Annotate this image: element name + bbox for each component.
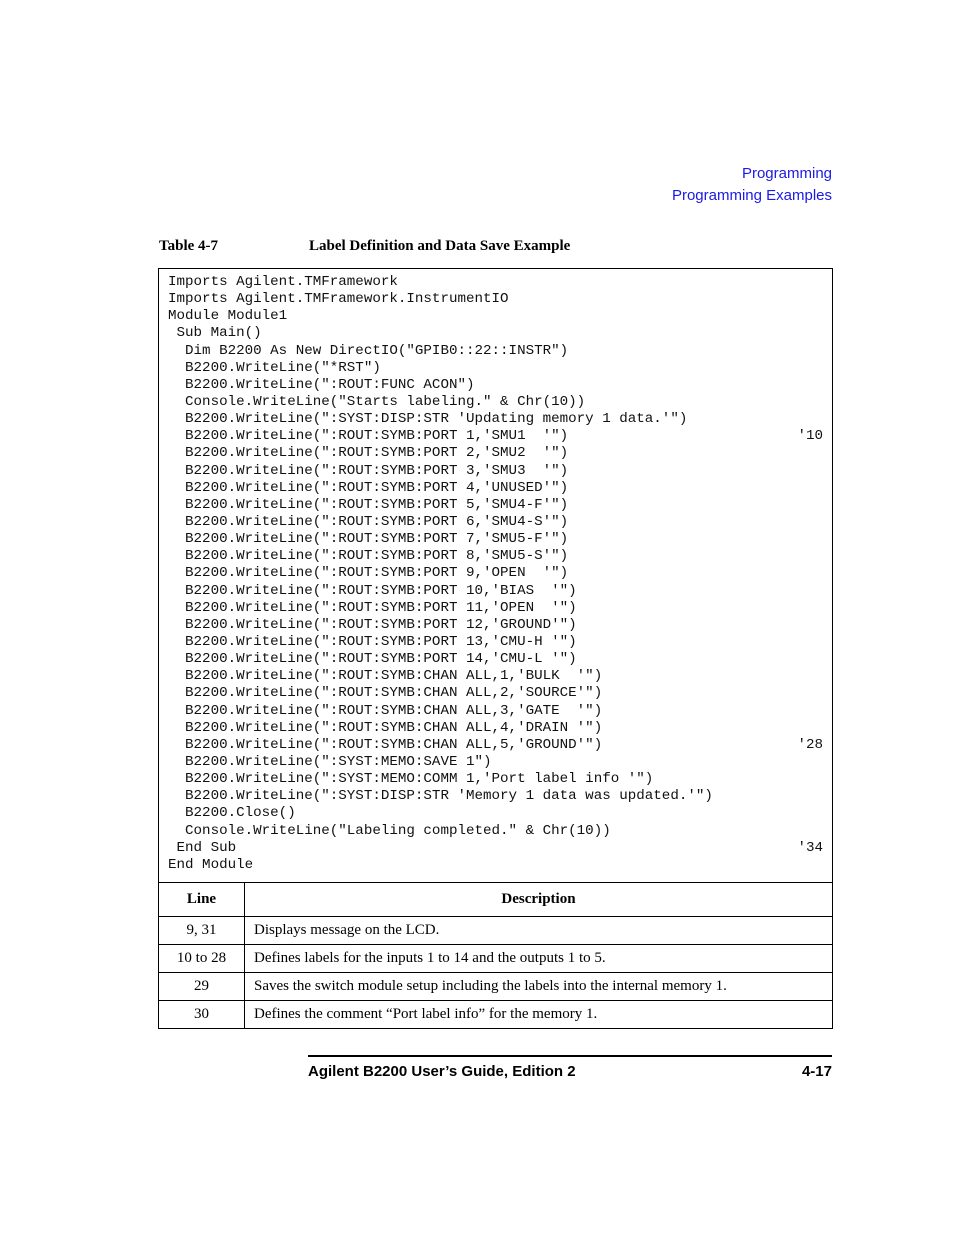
code-text: B2200.WriteLine(":ROUT:SYMB:PORT 8,'SMU5-S'") (168, 548, 569, 565)
code-line (168, 634, 823, 651)
code-text: B2200.WriteLine(":ROUT:SYMB:PORT 7,'SMU5-F'") (168, 531, 569, 548)
code-line (168, 325, 823, 342)
code-text: End Sub (168, 839, 237, 856)
table-row (159, 945, 832, 973)
code-text: B2200.WriteLine(":ROUT:SYMB:PORT 1,'SMU1 '") (168, 428, 569, 445)
code-text: Imports Agilent.TMFramework.InstrumentIO (168, 291, 509, 308)
code-text: B2200.WriteLine(":ROUT:SYMB:CHAN ALL,2,'SOURCE'") (168, 685, 603, 702)
code-text: B2200.WriteLine(":ROUT:SYMB:PORT 10,'BIAS '") (168, 582, 577, 599)
line-number-comment: '28 (797, 736, 823, 753)
code-text: End Module (168, 856, 254, 873)
code-text: Imports Agilent.TMFramework (168, 274, 398, 290)
section-link[interactable]: Programming (741, 165, 832, 182)
code-line (168, 617, 823, 634)
code-line (168, 308, 823, 325)
code-line (168, 685, 823, 702)
code-line (168, 274, 823, 291)
code-text: Dim B2200 As New DirectIO("GPIB0::22::INSTR") (168, 342, 569, 359)
code-line (168, 394, 823, 411)
code-line (168, 377, 823, 394)
line-cell: 10 to 28 (159, 945, 245, 972)
code-text: B2200.WriteLine(":SYST:DISP:STR 'Updating memory 1 data.'") (168, 411, 688, 428)
example-table (158, 268, 833, 1029)
code-text: Console.WriteLine("Starts labeling." & Chr(10)) (168, 393, 586, 410)
line-cell: 30 (159, 1001, 245, 1028)
code-listing (159, 269, 832, 882)
code-text: B2200.WriteLine(":ROUT:SYMB:PORT 11,'OPEN '") (168, 599, 577, 616)
description-cell: Displays message on the LCD. (254, 921, 440, 938)
code-line (168, 754, 823, 771)
code-text: B2200.WriteLine(":ROUT:SYMB:PORT 4,'UNUSED'") (168, 479, 569, 496)
description-cell: Defines the comment “Port label info” for the memory 1. (254, 1005, 598, 1022)
code-line (168, 840, 823, 857)
code-line (168, 703, 823, 720)
code-text: B2200.WriteLine(":SYST:DISP:STR 'Memory 1 data was updated.'") (168, 788, 713, 805)
footer-divider (308, 1055, 832, 1057)
code-text: Sub Main() (168, 325, 262, 342)
code-line (168, 548, 823, 565)
code-line (168, 788, 823, 805)
code-line (168, 514, 823, 531)
code-line (168, 360, 823, 377)
code-line (168, 771, 823, 788)
page-footer (308, 1063, 832, 1080)
code-text: B2200.Close() (168, 805, 296, 822)
footer-title: Agilent B2200 User’s Guide, Edition 2 (308, 1063, 576, 1080)
code-line (168, 463, 823, 480)
code-text: B2200.WriteLine(":ROUT:SYMB:PORT 2,'SMU2 '") (168, 445, 569, 462)
code-line (168, 411, 823, 428)
code-text: B2200.WriteLine(":ROUT:SYMB:PORT 9,'OPEN '") (168, 565, 569, 582)
line-cell: 29 (159, 973, 245, 1000)
code-text: B2200.WriteLine("*RST") (168, 359, 381, 376)
code-line (168, 823, 823, 840)
code-line (168, 565, 823, 582)
code-line (168, 720, 823, 737)
code-line (168, 805, 823, 822)
code-line (168, 668, 823, 685)
code-line (168, 600, 823, 617)
description-table-header (159, 883, 832, 917)
description-column-header: Description (501, 890, 576, 907)
table-title: Label Definition and Data Save Example (309, 238, 571, 254)
code-line (168, 651, 823, 668)
code-text: B2200.WriteLine(":ROUT:FUNC ACON") (168, 376, 475, 393)
line-cell: 9, 31 (159, 917, 245, 944)
line-column-header: Line (159, 883, 245, 916)
code-line (168, 583, 823, 600)
table-row (159, 1001, 832, 1028)
code-line (168, 857, 823, 874)
code-text: Module Module1 (168, 308, 288, 325)
code-text: B2200.WriteLine(":ROUT:SYMB:CHAN ALL,1,'BULK '") (168, 668, 603, 685)
table-caption (159, 238, 570, 255)
subsection-link[interactable]: Programming Examples (671, 187, 832, 204)
code-text: Console.WriteLine("Labeling completed." & Chr(10)) (168, 822, 611, 839)
line-number-comment: '34 (797, 839, 823, 856)
code-text: B2200.WriteLine(":ROUT:SYMB:CHAN ALL,5,'GROUND'") (168, 736, 603, 753)
code-line (168, 343, 823, 360)
code-text: B2200.WriteLine(":ROUT:SYMB:PORT 13,'CMU-H '") (168, 633, 577, 650)
code-text: B2200.WriteLine(":ROUT:SYMB:PORT 6,'SMU4-S'") (168, 513, 569, 530)
code-line (168, 737, 823, 754)
description-table (159, 882, 832, 1028)
running-header (672, 163, 832, 207)
code-text: B2200.WriteLine(":ROUT:SYMB:PORT 5,'SMU4-F'") (168, 496, 569, 513)
table-row (159, 973, 832, 1001)
code-line (168, 291, 823, 308)
page-number: 4-17 (801, 1063, 832, 1080)
code-text: B2200.WriteLine(":ROUT:SYMB:PORT 14,'CMU-L '") (168, 651, 577, 668)
code-text: B2200.WriteLine(":ROUT:SYMB:PORT 3,'SMU3 '") (168, 462, 569, 479)
description-cell: Saves the switch module setup including the labels into the internal memory 1. (254, 977, 727, 994)
code-line (168, 497, 823, 514)
code-line (168, 428, 823, 445)
code-line (168, 445, 823, 462)
code-text: B2200.WriteLine(":ROUT:SYMB:PORT 12,'GROUND'") (168, 616, 577, 633)
line-number-comment: '10 (797, 428, 823, 445)
description-cell: Defines labels for the inputs 1 to 14 and the outputs 1 to 5. (254, 949, 606, 966)
code-line (168, 531, 823, 548)
code-line (168, 480, 823, 497)
code-text: B2200.WriteLine(":SYST:MEMO:SAVE 1") (168, 753, 492, 770)
code-text: B2200.WriteLine(":ROUT:SYMB:CHAN ALL,4,'DRAIN '") (168, 719, 603, 736)
code-text: B2200.WriteLine(":SYST:MEMO:COMM 1,'Port label info '") (168, 771, 654, 788)
code-text: B2200.WriteLine(":ROUT:SYMB:CHAN ALL,3,'GATE '") (168, 702, 603, 719)
table-number: Table 4-7 (159, 238, 219, 254)
table-row (159, 917, 832, 945)
